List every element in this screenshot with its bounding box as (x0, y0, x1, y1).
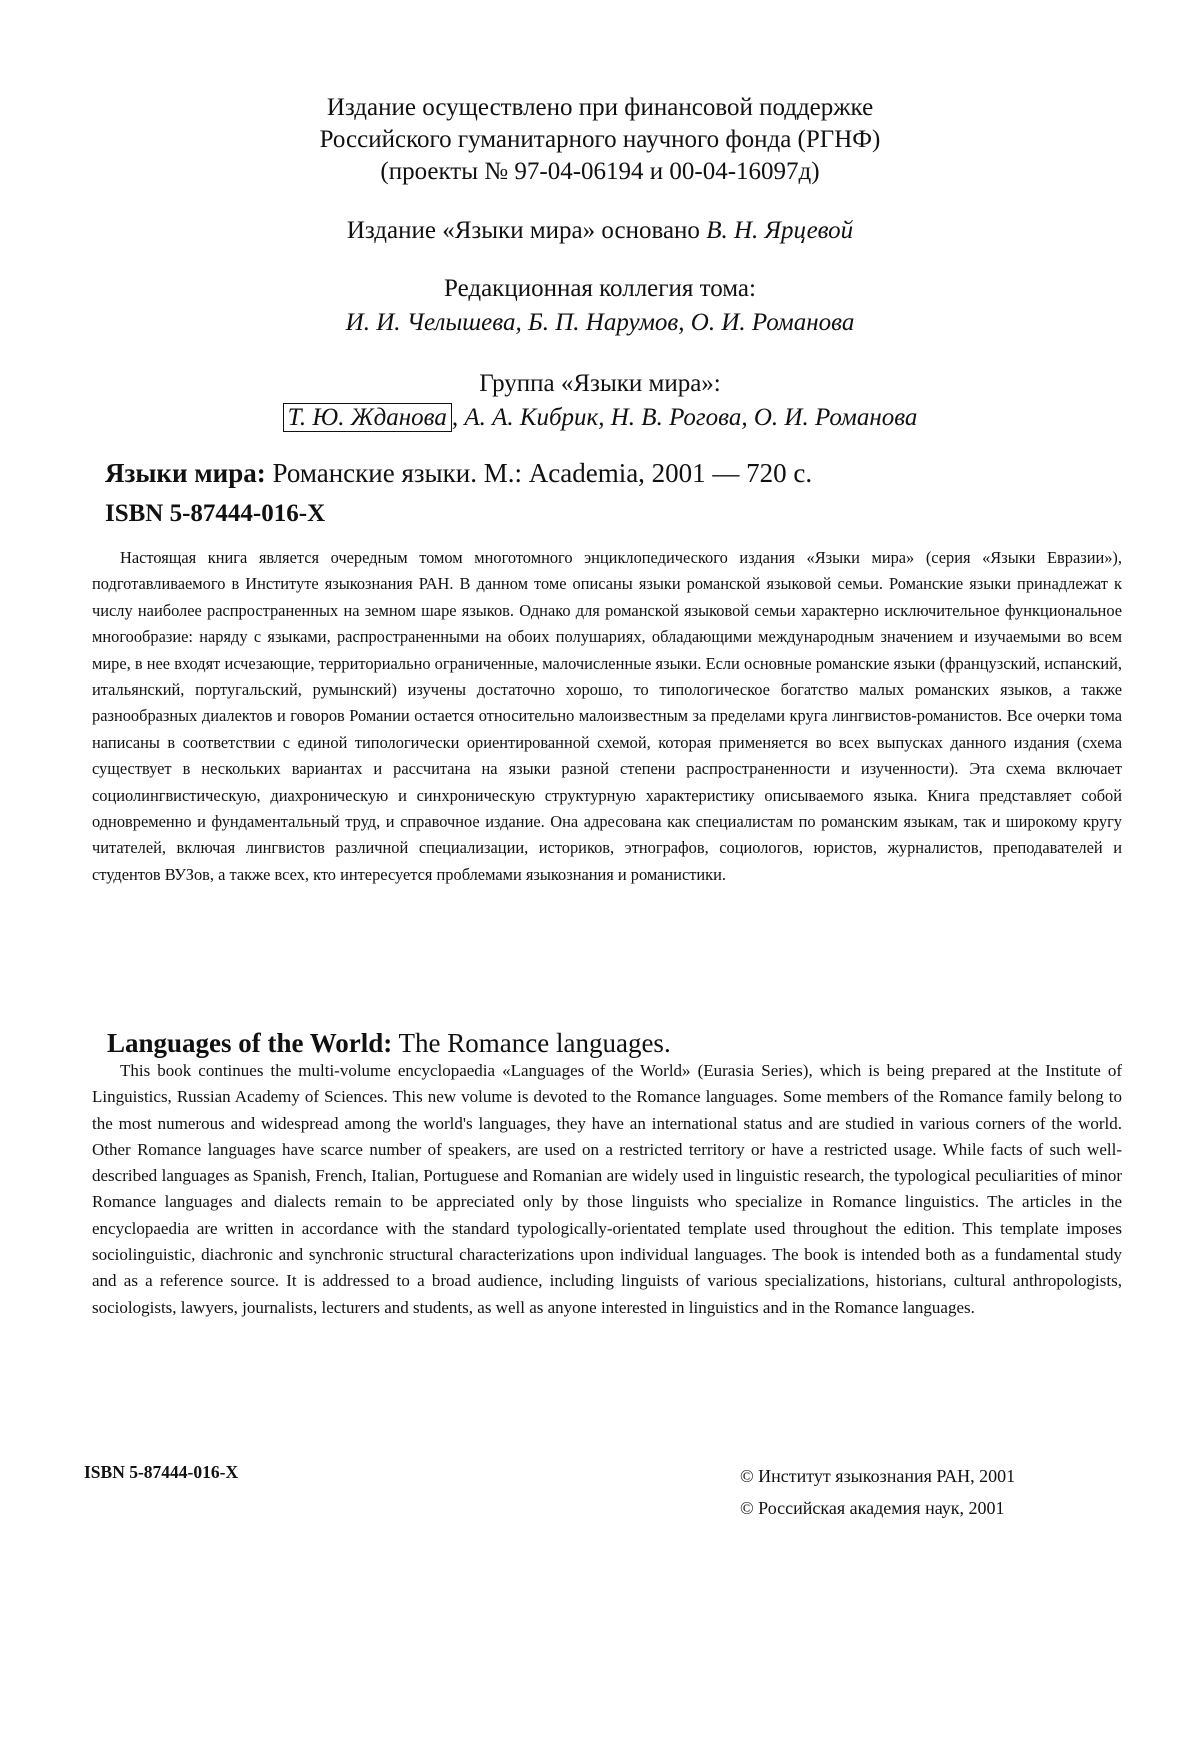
editorial-board (0, 272, 1200, 340)
russian-title-bold: Языки мира: (105, 458, 266, 488)
series-founder (0, 215, 1200, 247)
boxed-member-name: Т. Ю. Жданова (283, 403, 452, 432)
series-group (0, 367, 1200, 435)
english-bibliographic-title (107, 1026, 1127, 1060)
series-group-members: , А. А. Кибрик, Н. В. Рогова, О. И. Романова (451, 404, 918, 431)
footer-isbn: ISBN 5-87444-016-X (84, 1462, 239, 1482)
russian-abstract: Настоящая книга является очередным томом многотомного энциклопедического издания «Языки мира» (серия «Языки Евразии»), подготавливаемого в Институте языкознания РАН. В данном томе описаны языки романской языковой семьи. Романские языки принадлежат к числу наиболее распространенных на земном шаре языков. Однако для романской языковой семьи характерно исключительное функциональное многообразие: наряду с языками, распространенными на обоих полушариях, обладающими международным значением и изучаемыми во всем мире, в нее входят исчезающие, территориально ограниченные, малочисленные языки. Если основные романские языки (французский, испанский, итальянский, португальский, румынский) изучены достаточно хорошо, то типологическое богатство малых романских языков, а также разнообразных диалектов и говоров Романии остается относительно малоизвестным за пределами круга лингвистов-романистов. Все очерки тома написаны в соответствии с единой типологически ориентированной схемой, которая применяется во всех выпусках данного издания (схема существует в нескольких вариантах и рассчитана на языки разной степени распространенности и изученности). Эта схема включает социолингвистическую, диахроническую и синхроническую структурную характеристику описываемого языка. Книга представляет собой одновременно и фундаментальный труд, и справочное издание. Она адресована как специалистам по романским языкам, так и широкому кругу читателей, включая лингвистов различной специализации, историков, этнографов, социологов, юристов, журналистов, преподавателей и студентов ВУЗов, а также всех, кто интересуется проблемами языкознания и романистики. (92, 548, 1122, 884)
series-group-members-line (0, 401, 1200, 435)
copyright-academy: © Российская академия наук, 2001 (740, 1498, 1005, 1518)
english-title-bold: Languages of the World: (107, 1028, 393, 1058)
english-title-rest: The Romance languages. (392, 1028, 671, 1058)
funding-line-2: Российского гуманитарного научного фонда (РГНФ) (319, 126, 881, 153)
founder-prefix: Издание «Языки мира» основано (346, 217, 700, 244)
copyright-block (740, 1460, 1015, 1524)
russian-title-rest: Романские языки. М.: Academia, 2001 — 720 с. (265, 458, 813, 488)
funding-line-1: Издание осуществлено при финансовой поддержке (326, 94, 874, 121)
copyright-institute: © Институт языкознания РАН, 2001 (740, 1466, 1016, 1486)
english-abstract: This book continues the multi-volume encyclopaedia «Languages of the World» (Eurasia Series), which is being prepared at the Institute of Linguistics, Russian Academy of Sciences. This new volume is devoted to the Romance languages. Some members of the Romance family belong to the most numerous and widespread among the world's languages, they have an international status and are studied in various corners of the world. Other Romance languages have scarce number of speakers, are used on a restricted territory or have a restricted usage. While facts of such well-described languages as Spanish, French, Italian, Portuguese and Romanian are widely used in linguistic research, the typological peculiarities of minor Romance languages and dialects remain to be appreciated only by those linguists who specialize in Romance linguistics. The articles in the encyclopaedia are written in accordance with the standard typologically-orientated template used throughout the edition. This template imposes sociolinguistic, diachronic and synchronic structural characterizations upon individual languages. The book is intended both as a fundamental study and as a reference source. It is addressed to a broad audience, including linguists of various specializations, historians, cultural anthropologists, sociologists, lawyers, journalists, lecturers and students, as well as anyone interested in linguistics and in the Romance languages. (92, 1061, 1122, 1317)
russian-bibliographic-title (105, 456, 1125, 490)
funding-line-3: (проекты № 97-04-06194 и 00-04-16097д) (380, 158, 820, 185)
series-group-heading: Группа «Языки мира»: (479, 370, 721, 397)
funding-notice (0, 92, 1200, 188)
editorial-board-heading: Редакционная коллегия тома: (444, 275, 756, 302)
russian-isbn: ISBN 5-87444-016-X (105, 500, 326, 527)
editorial-board-members: И. И. Челышева, Б. П. Нарумов, О. И. Романова (345, 309, 855, 336)
founder-name: В. Н. Ярцевой (706, 217, 854, 244)
